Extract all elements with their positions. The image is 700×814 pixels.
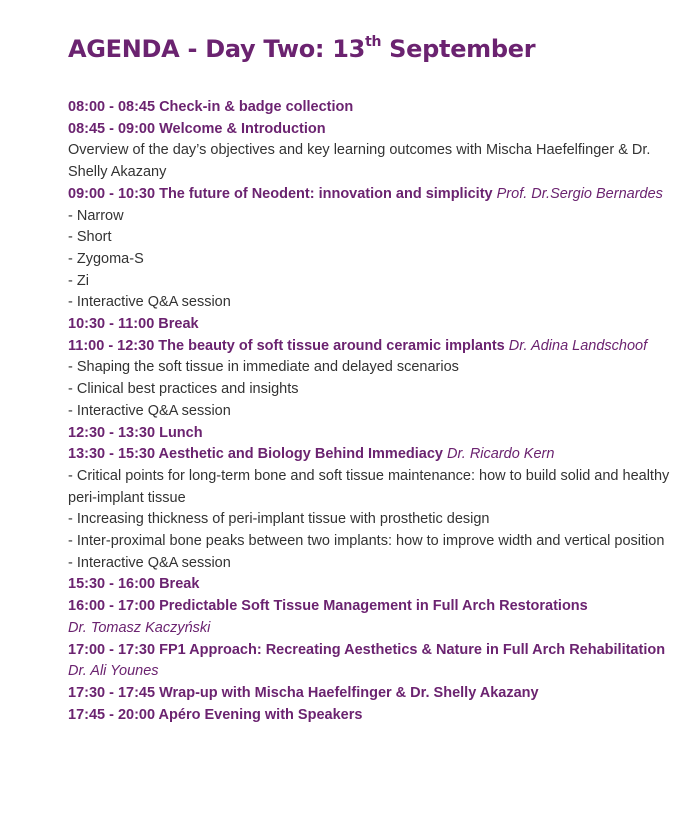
title-suffix: September [381,35,536,63]
agenda-line-text: - Interactive Q&A session [68,402,231,419]
agenda-line-text: 10:30 - 11:00 Break [68,316,199,333]
agenda-speaker-line [68,661,678,683]
agenda-line-text: 09:00 - 10:30 The future of Neodent: innovation and simplicity [68,185,493,202]
agenda-session [68,184,678,206]
agenda-detail [68,357,678,379]
agenda-detail [68,401,678,423]
agenda-session [68,705,678,727]
agenda-detail [68,140,678,183]
agenda-detail [68,227,678,249]
agenda-speaker-line [68,618,678,640]
agenda-line-text: - Critical points for long-term bone and soft tissue maintenance: how to build solid and healthy peri-implant tissue [68,467,670,506]
agenda-line-text: - Narrow [68,207,124,224]
agenda-list [68,97,678,726]
agenda-line-text: 15:30 - 16:00 Break [68,576,200,593]
agenda-line-text: - Interactive Q&A session [68,294,231,311]
agenda-session [68,640,678,662]
agenda-detail [68,292,678,314]
agenda-detail [68,206,678,228]
agenda-line-text: - Zygoma-S [68,250,144,267]
agenda-detail [68,249,678,271]
agenda-line-text: 17:00 - 17:30 FP1 Approach: Recreating Aesthetics & Nature in Full Arch Rehabilitation [68,641,666,658]
agenda-session [68,444,678,466]
agenda-line-text: 16:00 - 17:00 Predictable Soft Tissue Management in Full Arch Restorations [68,598,588,615]
agenda-line-text: Overview of the day’s objectives and key learning outcomes with Mischa Haefelfinger & Dr. Shelly Akazany [68,142,651,181]
agenda-detail [68,531,678,553]
agenda-line-text: 17:45 - 20:00 Apéro Evening with Speakers [68,706,363,723]
agenda-line-text: - Shaping the soft tissue in immediate and delayed scenarios [68,359,459,376]
title-prefix: AGENDA - Day Two: 13 [68,35,366,63]
agenda-session [68,596,678,618]
agenda-session [68,314,678,336]
agenda-session [68,423,678,445]
session-speaker: Prof. Dr.Sergio Bernardes [496,185,663,202]
agenda-line-text: 13:30 - 15:30 Aesthetic and Biology Behind Immediacy [68,446,443,463]
agenda-line-text: 12:30 - 13:30 Lunch [68,424,203,441]
agenda-line-text: 17:30 - 17:45 Wrap-up with Mischa Haefelfinger & Dr. Shelly Akazany [68,684,539,701]
agenda-line-text: - Short [68,229,112,246]
agenda-detail [68,271,678,293]
agenda-session [68,574,678,596]
agenda-line-text: Dr. Ali Younes [68,663,159,680]
agenda-page [68,24,678,726]
agenda-line-text: - Interactive Q&A session [68,554,231,571]
agenda-line-text: - Zi [68,272,89,289]
agenda-detail [68,466,678,509]
agenda-line-text: - Clinical best practices and insights [68,381,299,398]
agenda-session [68,336,678,358]
agenda-line-text: 08:00 - 08:45 Check-in & badge collection [68,99,354,115]
agenda-line-text: - Increasing thickness of peri-implant tissue with prosthetic design [68,511,490,528]
agenda-line-text: Dr. Tomasz Kaczyński [68,619,211,636]
agenda-session [68,683,678,705]
page-title [68,24,678,69]
agenda-line-text: 08:45 - 09:00 Welcome & Introduction [68,120,326,137]
session-speaker: Dr. Ricardo Kern [447,446,555,463]
agenda-line-text: 11:00 - 12:30 The beauty of soft tissue around ceramic implants [68,337,505,354]
agenda-detail [68,553,678,575]
agenda-detail [68,509,678,531]
agenda-detail [68,379,678,401]
agenda-session [68,97,678,119]
agenda-session [68,119,678,141]
title-superscript: th [365,34,382,50]
session-speaker: Dr. Adina Landschoof [508,337,648,354]
agenda-line-text: - Inter-proximal bone peaks between two implants: how to improve width and vertical position [68,533,665,550]
